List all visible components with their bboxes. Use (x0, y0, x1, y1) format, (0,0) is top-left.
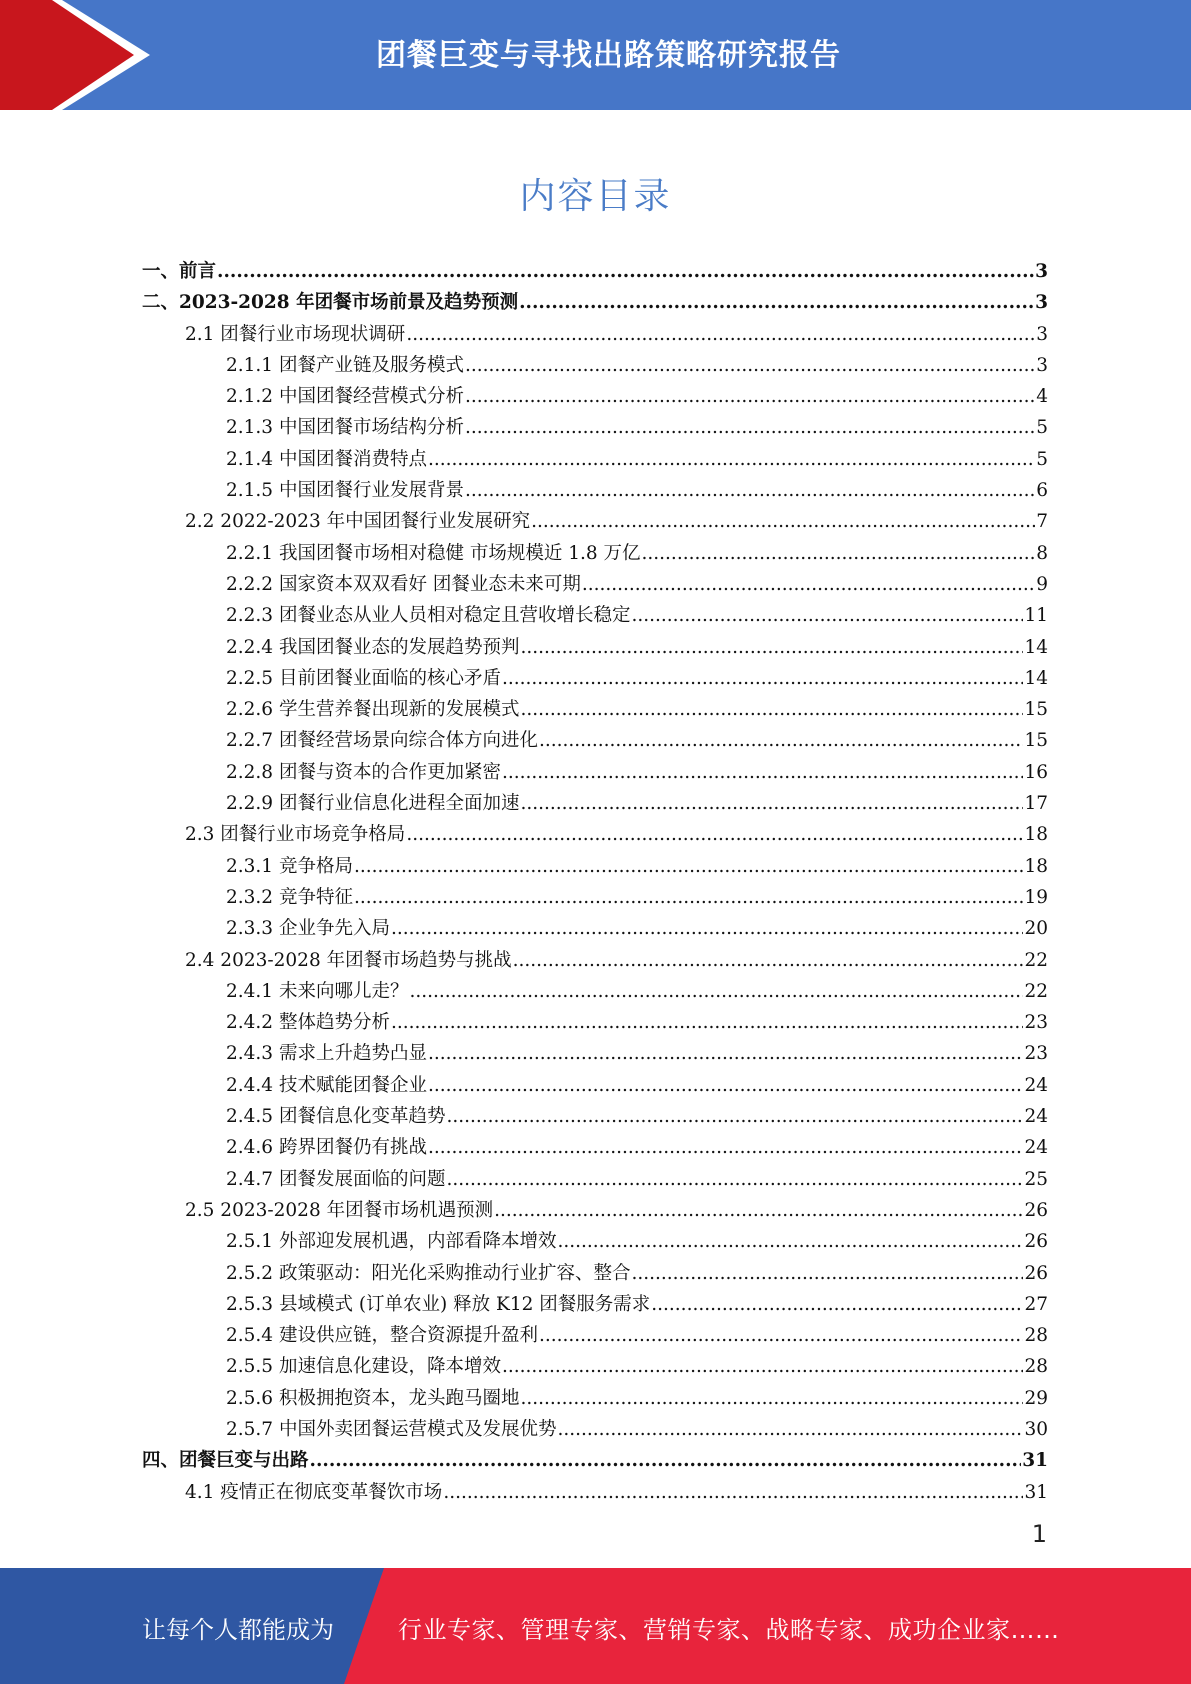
toc-entry[interactable] (142, 600, 1048, 631)
toc-entry-page: 23 (1024, 1043, 1048, 1065)
toc-entry-label: 2.2.6 学生营养餐出现新的发展模式 (226, 699, 520, 721)
toc-entry-page: 22 (1024, 980, 1048, 1002)
toc-entry-label: 2.5.5 加速信息化建设，降本增效 (226, 1356, 501, 1378)
toc-entry[interactable] (142, 945, 1048, 976)
toc-dot-leader (443, 1477, 1023, 1508)
toc-entry-page: 28 (1024, 1325, 1048, 1347)
toc-entry[interactable] (142, 256, 1048, 287)
toc-dot-leader (446, 1101, 1023, 1132)
toc-dot-leader (428, 1132, 1023, 1163)
toc-dot-leader (465, 475, 1035, 506)
toc-entry-page: 14 (1024, 636, 1048, 658)
toc-entry-page: 30 (1024, 1418, 1048, 1440)
toc-entry[interactable] (142, 1320, 1048, 1351)
toc-dot-leader (642, 538, 1036, 569)
toc-dot-leader (502, 757, 1023, 788)
toc-dot-leader (513, 945, 1024, 976)
toc-entry[interactable] (142, 538, 1048, 569)
toc-dot-leader (465, 350, 1035, 381)
toc-entry-label: 2.2.7 团餐经营场景向综合体方向进化 (226, 730, 538, 752)
toc-dot-leader (310, 1445, 1022, 1476)
toc-dot-leader (557, 1414, 1023, 1445)
toc-entry-label: 2.1.2 中国团餐经营模式分析 (226, 386, 464, 408)
toc-entry-page: 18 (1024, 824, 1048, 846)
toc-entry-page: 26 (1024, 1231, 1048, 1253)
toc-entry-label: 2.2 2022-2023 年中国团餐行业发展研究 (185, 511, 531, 533)
toc-heading: 内容目录 (519, 176, 672, 217)
toc-entry[interactable] (142, 913, 1048, 944)
toc-entry-label: 二、2023-2028 年团餐市场前景及趋势预测 (142, 292, 519, 314)
toc-entry-page: 17 (1024, 793, 1048, 815)
toc-entry-label: 2.3.3 企业争先入局 (226, 918, 390, 940)
toc-entry-page: 24 (1024, 1074, 1048, 1096)
toc-entry-label: 2.2.4 我国团餐业态的发展趋势预判 (226, 636, 520, 658)
toc-entry[interactable] (142, 1007, 1048, 1038)
toc-dot-leader (520, 632, 1023, 663)
toc-entry[interactable] (142, 475, 1048, 506)
toc-dot-leader (651, 1289, 1023, 1320)
toc-entry[interactable] (142, 851, 1048, 882)
toc-entry[interactable] (142, 976, 1048, 1007)
toc-entry-label: 2.3 团餐行业市场竞争格局 (185, 824, 406, 846)
toc-dot-leader (582, 569, 1035, 600)
toc-entry-label: 2.2.3 团餐业态从业人员相对稳定且营收增长稳定 (226, 605, 631, 627)
toc-entry-page: 22 (1024, 949, 1048, 971)
toc-entry-label: 2.5.1 外部迎发展机遇，内部看降本增效 (226, 1231, 557, 1253)
toc-entry-label: 2.2.5 目前团餐业面临的核心矛盾 (226, 667, 501, 689)
page-number: 1 (1031, 1520, 1047, 1548)
toc-entry[interactable] (142, 350, 1048, 381)
toc-entry[interactable] (142, 1258, 1048, 1289)
toc-entry[interactable] (142, 506, 1048, 537)
toc-entry[interactable] (142, 1101, 1048, 1132)
toc-dot-leader (520, 788, 1023, 819)
toc-entry-page: 28 (1024, 1356, 1048, 1378)
toc-dot-leader (494, 1195, 1023, 1226)
toc-entry[interactable] (142, 757, 1048, 788)
toc-entry-label: 2.4.7 团餐发展面临的问题 (226, 1168, 446, 1190)
footer-slogan-right: 行业专家、管理专家、营销专家、战略专家、成功企业家…… (398, 1616, 1060, 1644)
toc-dot-leader (631, 600, 1023, 631)
toc-dot-leader (406, 319, 1035, 350)
toc-entry-page: 5 (1036, 448, 1048, 470)
toc-entry-label: 2.4.3 需求上升趋势凸显 (226, 1043, 427, 1065)
toc-entry[interactable] (142, 1414, 1048, 1445)
toc-entry-label: 2.4 2023-2028 年团餐市场趋势与挑战 (185, 949, 512, 971)
toc-entry-page: 26 (1024, 1199, 1048, 1221)
toc-entry[interactable] (142, 412, 1048, 443)
toc-entry-label: 2.5.7 中国外卖团餐运营模式及发展优势 (226, 1418, 557, 1440)
toc-dot-leader (502, 1351, 1023, 1382)
toc-dot-leader (428, 1070, 1023, 1101)
toc-entry[interactable] (142, 1195, 1048, 1226)
toc-entry-label: 2.5.4 建设供应链，整合资源提升盈利 (226, 1325, 538, 1347)
toc-dot-leader (428, 444, 1035, 475)
toc-dot-leader (446, 1164, 1023, 1195)
toc-entry-page: 29 (1024, 1387, 1048, 1409)
toc-entry-label: 2.1.1 团餐产业链及服务模式 (226, 354, 464, 376)
toc-entry[interactable] (142, 1132, 1048, 1163)
toc-entry-label: 2.4.6 跨界团餐仍有挑战 (226, 1137, 427, 1159)
toc-entry-page: 3 (1036, 354, 1048, 376)
toc-dot-leader (502, 663, 1023, 694)
toc-entry-label: 2.2.1 我国团餐市场相对稳健 市场规模近 1.8 万亿 (226, 542, 641, 564)
toc-dot-leader (539, 1320, 1023, 1351)
footer-slogan-left: 让每个人都能成为 (142, 1616, 334, 1644)
toc-dot-leader (465, 381, 1035, 412)
toc-entry[interactable] (142, 1477, 1048, 1508)
toc-entry-page: 24 (1024, 1106, 1048, 1128)
toc-dot-leader (520, 694, 1023, 725)
toc-entry-page: 26 (1024, 1262, 1048, 1284)
toc-entry[interactable] (142, 632, 1048, 663)
report-title: 团餐巨变与寻找出路策略研究报告 (376, 38, 841, 73)
toc-entry-label: 2.3.1 竞争格局 (226, 855, 353, 877)
toc-entry-page: 23 (1024, 1012, 1048, 1034)
toc-entry[interactable] (142, 788, 1048, 819)
toc-dot-leader (428, 1038, 1023, 1069)
toc-entry-page: 15 (1024, 699, 1048, 721)
toc-dot-leader (217, 256, 1034, 287)
toc-entry[interactable] (142, 1038, 1048, 1069)
toc-dot-leader (409, 976, 1023, 1007)
toc-entry[interactable] (142, 569, 1048, 600)
toc-entry-label: 2.5.2 政策驱动：阳光化采购推动行业扩容、整合 (226, 1262, 631, 1284)
toc-dot-leader (391, 1007, 1023, 1038)
toc-entry-label: 四、团餐巨变与出路 (142, 1450, 309, 1472)
toc-entry-page: 7 (1036, 511, 1048, 533)
toc-entry[interactable] (142, 1445, 1048, 1476)
toc-entry-label: 2.4.5 团餐信息化变革趋势 (226, 1106, 446, 1128)
toc-entry-label: 一、前言 (142, 261, 217, 282)
toc-dot-leader (539, 725, 1023, 756)
toc-entry-page: 5 (1036, 417, 1048, 439)
toc-entry[interactable] (142, 287, 1048, 318)
toc-dot-leader (519, 287, 1034, 318)
toc-entry-page: 31 (1022, 1450, 1048, 1472)
toc-entry[interactable] (142, 444, 1048, 475)
toc-entry[interactable] (142, 663, 1048, 694)
toc-entry-label: 2.1.3 中国团餐市场结构分析 (226, 417, 464, 439)
toc-entry[interactable] (142, 1070, 1048, 1101)
toc-entry[interactable] (142, 1164, 1048, 1195)
toc-dot-leader (520, 1383, 1023, 1414)
toc-entry[interactable] (142, 819, 1048, 850)
toc-entry-label: 2.5.6 积极拥抱资本，龙头跑马圈地 (226, 1387, 520, 1409)
toc-entry-label: 2.4.4 技术赋能团餐企业 (226, 1074, 427, 1096)
toc-entry-page: 15 (1024, 730, 1048, 752)
toc-dot-leader (354, 882, 1024, 913)
toc-entry-label: 2.5 2023-2028 年团餐市场机遇预测 (185, 1199, 494, 1221)
toc-entry[interactable] (142, 1289, 1048, 1320)
report-header (0, 0, 1191, 110)
toc-entry-page: 18 (1024, 855, 1048, 877)
toc-entry-label: 2.3.2 竞争特征 (226, 886, 353, 908)
toc-dot-leader (557, 1226, 1023, 1257)
toc-entry-label: 2.2.9 团餐行业信息化进程全面加速 (226, 793, 520, 815)
toc-entry-page: 27 (1024, 1293, 1048, 1315)
toc-entry-page: 20 (1024, 918, 1048, 940)
toc-entry-page: 16 (1024, 761, 1048, 783)
toc-entry-label: 2.4.2 整体趋势分析 (226, 1012, 390, 1034)
toc-dot-leader (531, 506, 1035, 537)
toc-entry-label: 2.5.3 县域模式 (订单农业) 释放 K12 团餐服务需求 (226, 1293, 651, 1315)
toc-entry-page: 9 (1036, 573, 1048, 595)
toc-entry[interactable] (142, 882, 1048, 913)
toc-dot-leader (465, 412, 1035, 443)
table-of-contents (142, 256, 1048, 1508)
toc-entry[interactable] (142, 725, 1048, 756)
toc-entry-page: 31 (1024, 1481, 1048, 1503)
toc-entry-page: 25 (1024, 1168, 1048, 1190)
toc-entry-label: 2.2.2 国家资本双双看好 团餐业态未来可期 (226, 573, 581, 595)
toc-entry-page: 3 (1036, 323, 1048, 345)
toc-entry[interactable] (142, 1226, 1048, 1257)
toc-dot-leader (391, 913, 1023, 944)
toc-entry-label: 4.1 疫情正在彻底变革餐饮市场 (185, 1481, 443, 1503)
toc-entry[interactable] (142, 319, 1048, 350)
toc-entry[interactable] (142, 1383, 1048, 1414)
toc-entry-label: 2.2.8 团餐与资本的合作更加紧密 (226, 761, 501, 783)
toc-dot-leader (406, 819, 1023, 850)
toc-entry-label: 2.1.5 中国团餐行业发展背景 (226, 480, 464, 502)
toc-entry-label: 2.4.1 未来向哪儿走？ (226, 980, 409, 1002)
toc-entry[interactable] (142, 694, 1048, 725)
toc-entry-page: 19 (1024, 886, 1048, 908)
toc-entry-page: 6 (1036, 480, 1048, 502)
toc-entry[interactable] (142, 381, 1048, 412)
toc-entry-page: 4 (1036, 386, 1048, 408)
toc-entry-label: 2.1.4 中国团餐消费特点 (226, 448, 427, 470)
toc-entry-page: 24 (1024, 1137, 1048, 1159)
toc-entry-page: 11 (1024, 605, 1048, 627)
toc-dot-leader (354, 851, 1024, 882)
toc-entry-page: 3 (1035, 261, 1048, 282)
toc-entry-page: 3 (1035, 292, 1048, 314)
report-footer (0, 1568, 1191, 1684)
toc-entry-page: 14 (1024, 667, 1048, 689)
toc-dot-leader (631, 1258, 1023, 1289)
toc-entry[interactable] (142, 1351, 1048, 1382)
toc-entry-label: 2.1 团餐行业市场现状调研 (185, 323, 406, 345)
toc-entry-page: 8 (1036, 542, 1048, 564)
